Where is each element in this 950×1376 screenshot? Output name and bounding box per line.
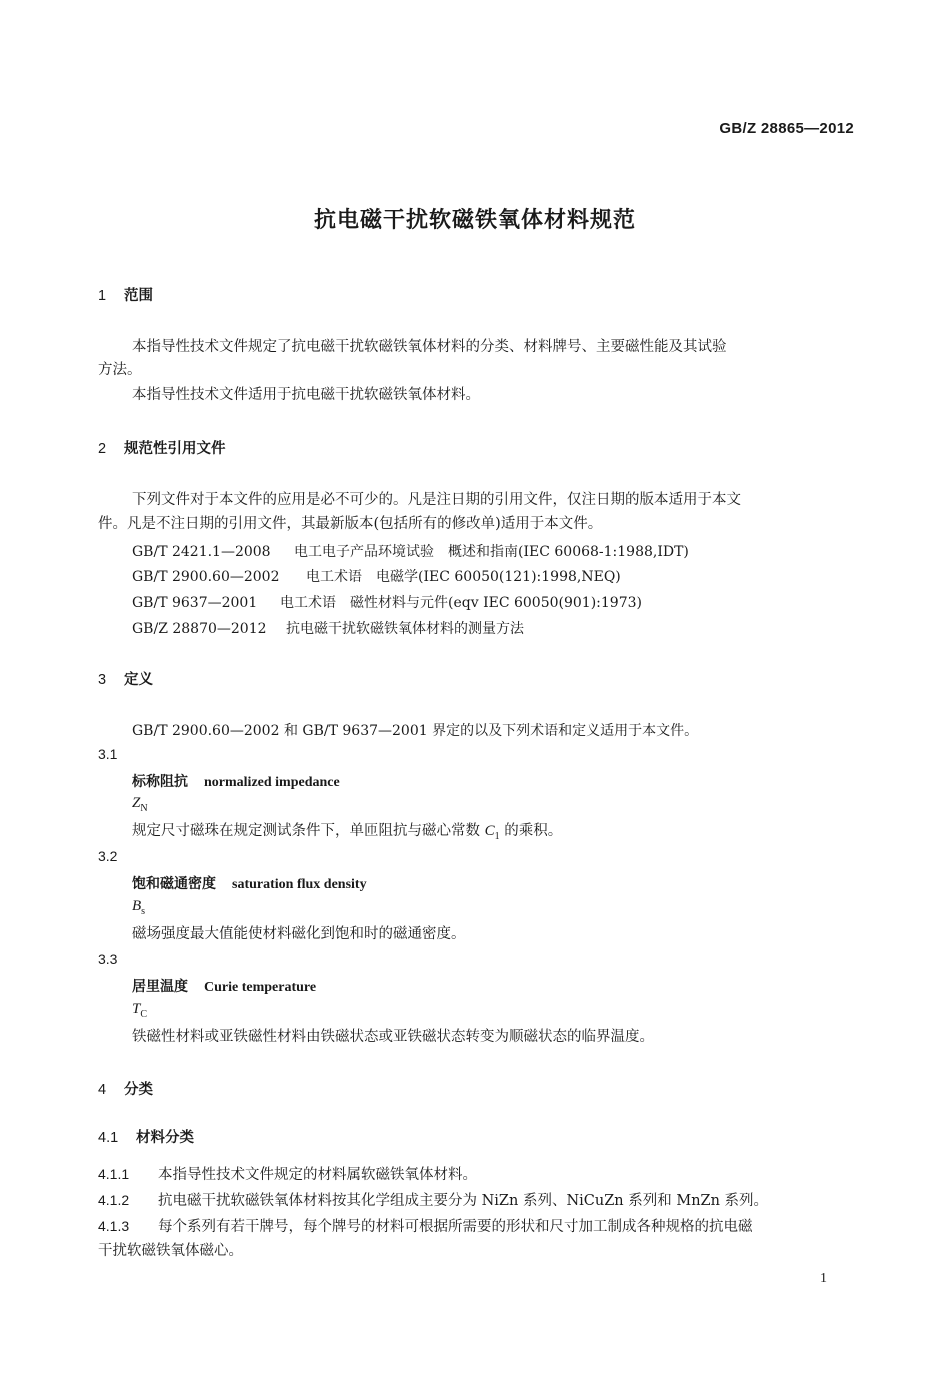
reference-title: 电工术语 磁性材料与元件(eqv IEC 60050(901):1973) [280, 595, 642, 611]
term-symbol [132, 1001, 147, 1020]
clause-item [98, 1215, 753, 1239]
clause-text: 抗电磁干扰软磁铁氧体材料按其化学组成主要分为 NiZn 系列、NiCuZn 系列和 MnZn 系列。 [158, 1193, 769, 1209]
clause-text: 本指导性技术文件规定的材料属软磁铁氧体材料。 [158, 1167, 477, 1183]
section-title: 定义 [124, 672, 153, 688]
reference-item [132, 618, 524, 638]
term-definition: 铁磁性材料或亚铁磁性材料由铁磁状态或亚铁磁状态转变为顺磁状态的临界温度。 [132, 1029, 654, 1045]
paragraph: 本指导性技术文件规定了抗电磁干扰软磁铁氧体材料的分类、材料牌号、主要磁性能及其试验 [132, 339, 727, 355]
term-number: 3.3 [98, 951, 118, 967]
subsection-number: 4.1 [98, 1130, 119, 1146]
term-number: 3.2 [98, 848, 118, 864]
reference-title: 抗电磁干扰软磁铁氧体材料的测量方法 [286, 621, 524, 637]
section-title: 规范性引用文件 [124, 441, 226, 457]
symbol-letter: T [132, 1001, 141, 1017]
constant-symbol [484, 823, 500, 842]
term-chinese: 饱和磁通密度 [132, 876, 216, 892]
clause-number: 4.1.1 [98, 1166, 130, 1182]
term-chinese: 标称阻抗 [132, 774, 188, 790]
symbol-subscript: C [140, 1009, 148, 1020]
paragraph: 本指导性技术文件适用于抗电磁干扰软磁铁氧体材料。 [132, 387, 480, 403]
definition-text: 的乘积。 [499, 823, 563, 839]
paragraph-continuation: 件。凡是不注日期的引用文件，其最新版本(包括所有的修改单)适用于本文件。 [98, 516, 603, 532]
reference-code: GB/T 2421.1—2008 [132, 544, 271, 560]
term-heading [132, 873, 367, 893]
clause-item [98, 1163, 477, 1187]
reference-code: GB/T 2900.60—2002 [132, 569, 280, 585]
subsection-title: 材料分类 [136, 1130, 194, 1146]
section-2-heading [98, 437, 226, 458]
term-english: normalized impedance [204, 775, 340, 790]
term-definition: 磁场强度最大值能使材料磁化到饱和时的磁通密度。 [132, 926, 466, 942]
symbol-subscript: 1 [494, 831, 500, 842]
section-number: 3 [98, 672, 107, 688]
subsection-4-1-heading [98, 1126, 194, 1147]
standard-number: GB/Z 28865—2012 [719, 120, 854, 137]
reference-title: 电工术语 电磁学(IEC 60050(121):1998,NEQ) [306, 569, 621, 585]
term-english: Curie temperature [204, 980, 317, 995]
definitions-intro: GB/T 2900.60—2002 和 GB/T 9637—2001 界定的以及下列术语和定义适用于本文件。 [132, 723, 699, 739]
symbol-letter: C [484, 823, 495, 839]
reference-title: 电工电子产品环境试验 概述和指南(IEC 60068-1:1988,IDT) [294, 544, 689, 560]
definition-text: 规定尺寸磁珠在规定测试条件下，单匝阻抗与磁心常数 [132, 823, 485, 839]
term-heading [132, 771, 340, 791]
section-4-heading [98, 1078, 153, 1099]
reference-code: GB/Z 28870—2012 [132, 621, 267, 637]
paragraph-continuation: 方法。 [98, 362, 142, 378]
reference-code: GB/T 9637—2001 [132, 595, 258, 611]
section-title: 分类 [124, 1082, 153, 1098]
reference-item [132, 541, 689, 561]
section-number: 1 [98, 288, 107, 304]
clause-continuation: 干扰软磁铁氧体磁心。 [98, 1243, 243, 1259]
section-title: 范围 [124, 288, 153, 304]
reference-item [132, 566, 621, 586]
term-number: 3.1 [98, 746, 118, 762]
section-number: 4 [98, 1082, 107, 1098]
term-english: saturation flux density [232, 877, 367, 892]
symbol-letter: Z [132, 795, 141, 811]
clause-number: 4.1.3 [98, 1218, 130, 1234]
term-chinese: 居里温度 [132, 979, 188, 995]
document-title: 抗电磁干扰软磁铁氧体材料规范 [313, 208, 636, 233]
term-heading [132, 976, 316, 996]
term-definition [132, 820, 562, 848]
symbol-subscript: N [140, 803, 148, 814]
symbol-subscript: s [141, 906, 146, 917]
page-number: 1 [820, 1271, 827, 1286]
paragraph: 下列文件对于本文件的应用是必不可少的。凡是注日期的引用文件，仅注日期的版本适用于本文 [132, 492, 741, 508]
term-symbol [132, 795, 148, 814]
reference-item [132, 592, 642, 612]
term-symbol [132, 898, 145, 917]
section-3-heading [98, 668, 153, 689]
symbol-letter: B [132, 898, 142, 914]
clause-item [98, 1189, 768, 1213]
clause-text: 每个系列有若干牌号，每个牌号的材料可根据所需要的形状和尺寸加工制成各种规格的抗电磁 [158, 1219, 753, 1235]
section-1-heading [98, 284, 153, 305]
clause-number: 4.1.2 [98, 1192, 130, 1208]
section-number: 2 [98, 441, 107, 457]
